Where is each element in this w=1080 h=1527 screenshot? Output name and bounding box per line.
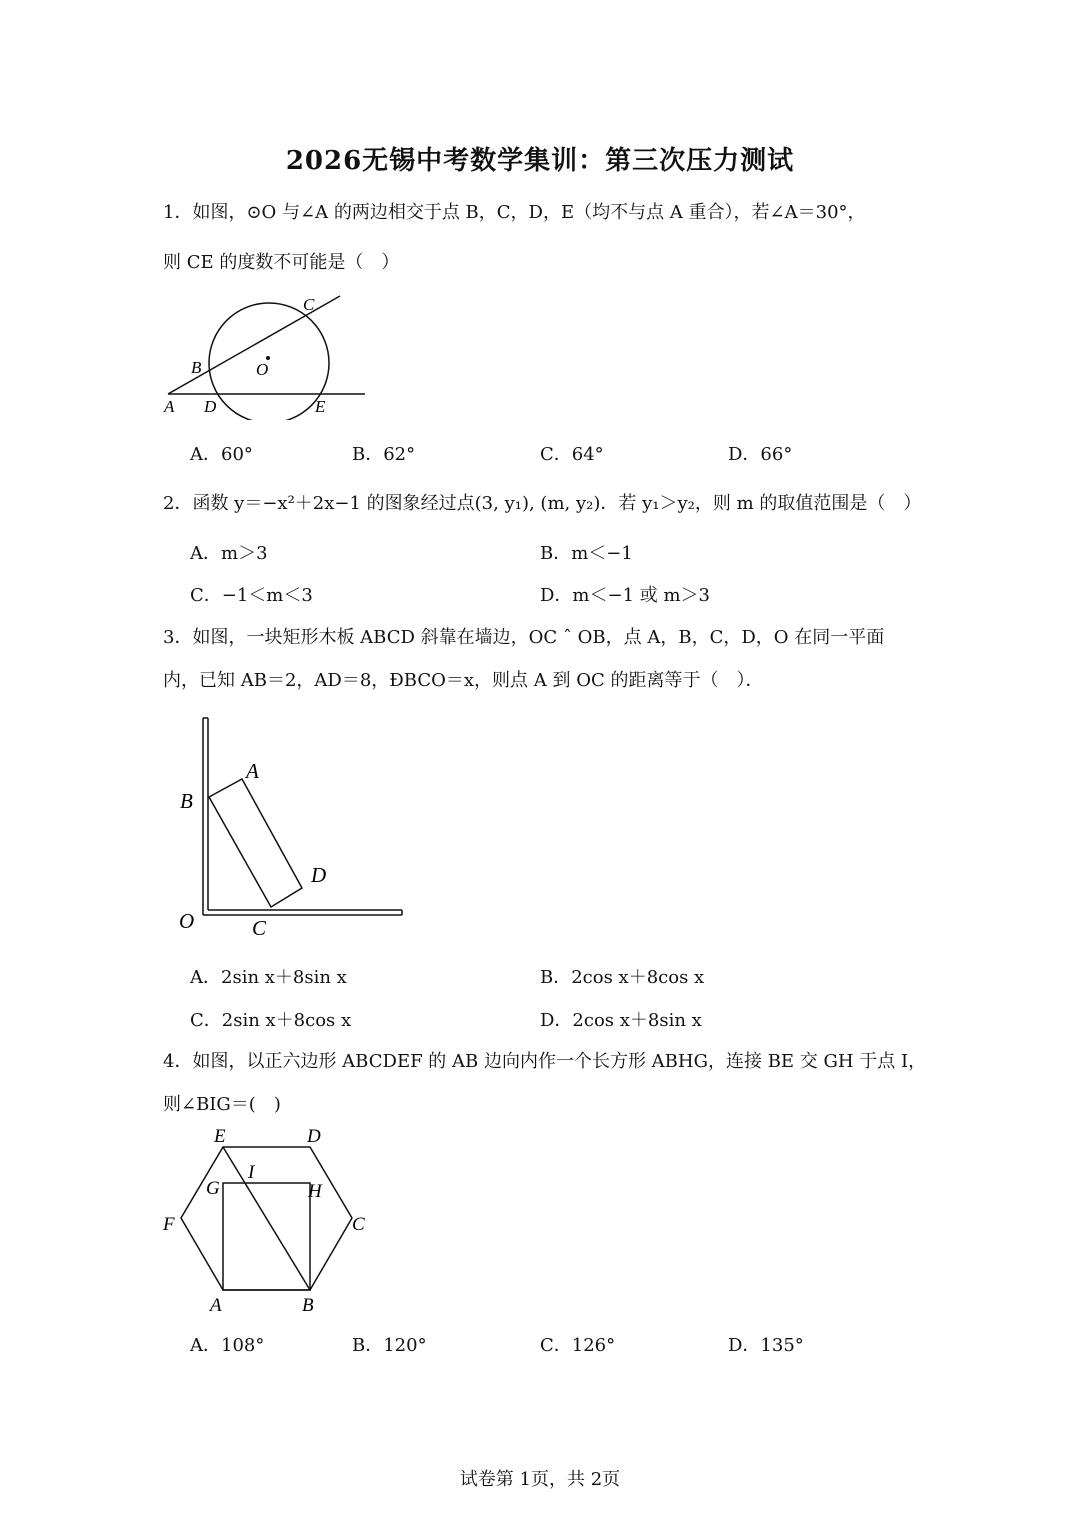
q1-label-o: O — [256, 360, 269, 379]
q4-line-be — [223, 1147, 310, 1290]
q4-label-i: I — [248, 1162, 255, 1183]
q3-label-a: A — [246, 759, 259, 783]
q4-text-line2: 则∠BIG＝( ) — [163, 1094, 281, 1115]
q4-label-a: A — [210, 1295, 222, 1316]
q1-text-line2: 则 CE 的度数不可能是（ ） — [163, 252, 400, 273]
q4-option-c: C．126° — [540, 1335, 616, 1356]
q3-option-a: A．2sin x＋8sin x — [190, 967, 347, 988]
q1-label-e: E — [315, 397, 326, 416]
q3-option-c: C．2sin x＋8cos x — [190, 1010, 352, 1031]
q3-figure — [170, 710, 420, 945]
q4-option-b: B．120° — [352, 1335, 427, 1356]
q1-text-line1: 1．如图，⊙O 与∠A 的两边相交于点 B，C，D，E（均不与点 A 重合），若∠A＝30°， — [163, 202, 866, 223]
q2-option-c: C．−1＜m＜3 — [190, 585, 313, 606]
q4-label-e: E — [214, 1126, 226, 1147]
q1-label-d: D — [204, 397, 217, 416]
q1-option-c: C．64° — [540, 444, 604, 465]
q1-label-c: C — [303, 295, 315, 314]
q1-figure — [160, 290, 380, 420]
q4-label-f: F — [163, 1214, 175, 1235]
q2-text-line1: 2．函数 y＝−x²＋2x−1 的图象经过点(3, y₁), (m, y₂)．若 y₁＞y₂，则 m 的取值范围是（ ） — [163, 493, 922, 514]
q1-option-a: A．60° — [190, 444, 253, 465]
q1-option-b: B．62° — [352, 444, 416, 465]
q3-label-b: B — [180, 789, 193, 813]
q3-text-line1: 3．如图，一块矩形木板 ABCD 斜靠在墙边，OC ˆ OB，点 A，B，C，D，O 在同一平面 — [163, 627, 885, 648]
q4-figure — [160, 1120, 380, 1320]
q2-option-a: A．m＞3 — [190, 543, 268, 564]
q2-option-d: D．m＜−1 或 m＞3 — [540, 585, 710, 606]
q1-option-d: D．66° — [728, 444, 793, 465]
q3-label-c: C — [252, 916, 267, 940]
q3-option-d: D．2cos x＋8sin x — [540, 1010, 702, 1031]
q3-text-line2: 内，已知 AB＝2，AD＝8，ÐBCO＝x，则点 A 到 OC 的距离等于（ ）． — [163, 670, 764, 691]
page-title: 2026无锡中考数学集训：第三次压力测试 — [285, 146, 795, 176]
q4-option-a: A．108° — [190, 1335, 265, 1356]
q4-label-b: B — [302, 1295, 314, 1316]
q4-option-d: D．135° — [728, 1335, 804, 1356]
q4-label-h: H — [308, 1181, 322, 1202]
q1-circle — [209, 303, 329, 420]
q1-label-a: A — [164, 397, 175, 416]
q4-label-g: G — [206, 1178, 220, 1199]
q1-label-b: B — [191, 358, 202, 377]
q2-option-b: B．m＜−1 — [540, 543, 633, 564]
q4-label-d: D — [307, 1126, 321, 1147]
q3-label-d: D — [311, 863, 327, 887]
q4-text-line1: 4．如图，以正六边形 ABCDEF 的 AB 边向内作一个长方形 ABHG，连接 BE 交 GH 于点 I， — [163, 1051, 927, 1072]
q3-label-o: O — [179, 909, 195, 933]
page-footer: 试卷第 1页，共 2页 — [459, 1469, 621, 1490]
q4-rectangle-abhg — [223, 1183, 310, 1290]
q4-label-c: C — [352, 1214, 365, 1235]
q3-rectangle-abcd — [209, 779, 302, 907]
q3-option-b: B．2cos x＋8cos x — [540, 967, 705, 988]
